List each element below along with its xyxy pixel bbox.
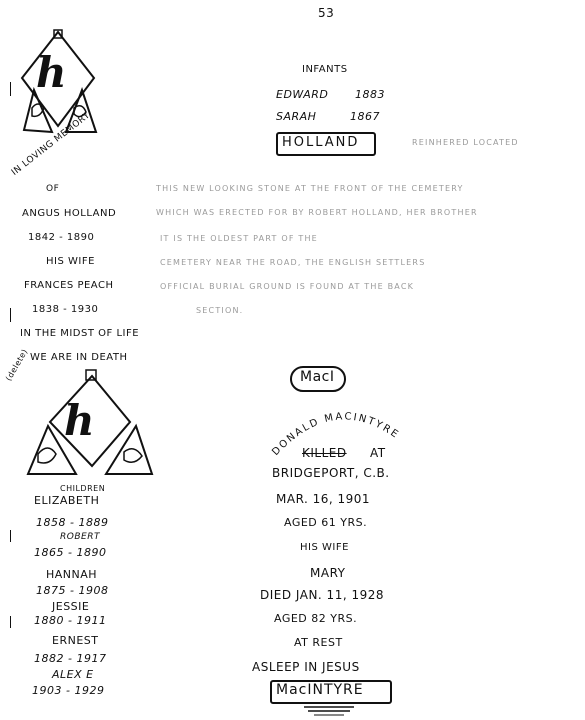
child-5-name: ERNEST	[52, 634, 99, 647]
macintyre-date: MAR. 16, 1901	[276, 492, 371, 506]
macintyre-arc-name-text: DONALD MACINTYRE	[270, 411, 402, 458]
macintyre-asleep: ASLEEP IN JESUS	[252, 660, 360, 674]
macintyre-died: DIED JAN. 11, 1928	[260, 588, 384, 602]
children-monogram-letter: h	[64, 396, 96, 445]
infants-heading: INFANTS	[302, 64, 348, 75]
child-1-name: ELIZABETH	[34, 494, 100, 507]
child-5-years: 1882 - 1917	[34, 652, 107, 665]
macintyre-struck-word: KILLED	[302, 446, 347, 460]
child-6-years: 1903 - 1929	[32, 684, 105, 697]
margin-mark	[10, 82, 11, 96]
faint-note-line-1: THIS NEW LOOKING STONE AT THE FRONT OF THE CEMETERY	[156, 184, 464, 193]
margin-mark	[10, 308, 11, 322]
infant-2-name: SARAH	[276, 110, 317, 123]
holland-epitaph-line-2: WE ARE IN DEATH	[30, 352, 128, 363]
macintyre-surname: MacINTYRE	[276, 682, 364, 698]
macintyre-underline-flourish	[300, 704, 360, 716]
faint-note-line-3: IT IS THE OLDEST PART OF THE	[160, 234, 318, 243]
child-1-years: 1858 - 1889	[36, 516, 109, 529]
holland-wife-years: 1838 - 1930	[32, 304, 99, 315]
of-label: OF	[46, 184, 60, 194]
child-4-years: 1880 - 1911	[34, 614, 107, 627]
holland-name: ANGUS HOLLAND	[22, 208, 117, 219]
infant-2-year: 1867	[350, 110, 380, 123]
holland-monogram-letter: h	[36, 48, 68, 97]
holland-years: 1842 - 1890	[28, 232, 95, 243]
child-3-years: 1875 - 1908	[36, 584, 109, 597]
macintyre-aged: AGED 61 YRS.	[284, 516, 368, 529]
macintyre-wife-name: MARY	[310, 566, 346, 580]
holland-wife-name: FRANCES PEACH	[24, 280, 114, 291]
margin-mark	[10, 616, 11, 628]
macintyre-his-wife: HIS WIFE	[300, 542, 349, 553]
macintyre-wife-aged: AGED 82 YRS.	[274, 612, 358, 625]
macintyre-at-rest: AT REST	[294, 636, 343, 649]
macintyre-killed-at: AT	[370, 446, 386, 460]
in-loving-memory: IN LOVING MEMORY	[10, 110, 93, 178]
margin-mark	[10, 530, 11, 542]
child-6-name: ALEX E	[52, 668, 94, 681]
macintyre-place: BRIDGEPORT, C.B.	[272, 466, 390, 480]
faint-note-line-5: OFFICIAL BURIAL GROUND IS FOUND AT THE BACK	[160, 282, 415, 291]
faint-caption: REINHERED LOCATED	[412, 138, 519, 147]
child-2-years: 1865 - 1890	[34, 546, 107, 559]
infant-1-year: 1883	[355, 88, 385, 101]
children-heading: CHILDREN	[60, 484, 106, 493]
holland-epitaph-line-1: IN THE MIDST OF LIFE	[20, 328, 140, 339]
holland-his-wife: HIS WIFE	[46, 256, 95, 267]
holland-surname: HOLLAND	[282, 135, 360, 150]
children-side-note: (delete)	[4, 347, 30, 383]
faint-note-line-4: CEMETERY NEAR THE ROAD, THE ENGLISH SETTLERS	[160, 258, 426, 267]
page-number: 53	[318, 6, 335, 20]
faint-note-line-6: SECTION.	[196, 306, 244, 315]
infant-1-name: EDWARD	[276, 88, 329, 101]
faint-note-line-2: WHICH WAS ERECTED FOR BY ROBERT HOLLAND, HER BROTHER	[156, 208, 478, 217]
child-3-name: HANNAH	[46, 568, 98, 581]
child-2-name: ROBERT	[60, 532, 100, 542]
maci-label: MacI	[300, 369, 335, 385]
child-4-name: JESSIE	[52, 600, 90, 613]
